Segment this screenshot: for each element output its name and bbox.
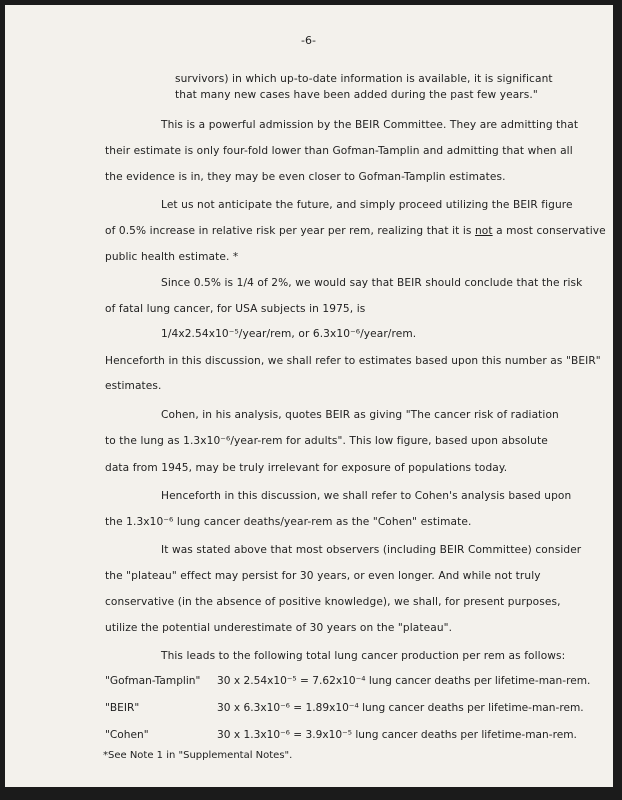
estimate-calc: 30 x 1.3x10⁻⁶ = 3.9x10⁻⁵ lung cancer deaths per lifetime-man-rem. <box>217 729 577 741</box>
estimate-label: "Gofman-Tamplin" <box>105 675 201 687</box>
paragraph-line: conservative (in the absence of positive knowledge), we shall, for present purposes, <box>105 596 561 608</box>
estimate-calc: 30 x 2.54x10⁻⁵ = 7.62x10⁻⁴ lung cancer deaths per lifetime-man-rem. <box>217 675 591 687</box>
paragraph-line: the 1.3x10⁻⁶ lung cancer deaths/year-rem as the "Cohen" estimate. <box>105 516 472 528</box>
footnote: *See Note 1 in "Supplemental Notes". <box>103 750 293 761</box>
paragraph-line: of fatal lung cancer, for USA subjects in 1975, is <box>105 303 366 315</box>
paragraph-line: Since 0.5% is 1/4 of 2%, we would say that BEIR should conclude that the risk <box>161 277 583 289</box>
paragraph-line: utilize the potential underestimate of 30 years on the "plateau". <box>105 622 453 634</box>
paragraph-line: This leads to the following total lung cancer production per rem as follows: <box>161 650 566 662</box>
quote-line: that many new cases have been added during the past few years." <box>175 89 538 101</box>
paragraph-line: to the lung as 1.3x10⁻⁶/year-rem for adults". This low figure, based upon absolute <box>105 435 548 447</box>
underlined-not: not <box>474 225 493 237</box>
paragraph-line: Henceforth in this discussion, we shall refer to Cohen's analysis based upon <box>161 490 572 502</box>
paragraph-line: Henceforth in this discussion, we shall refer to estimates based upon this number as "BEIR" <box>105 355 601 367</box>
estimate-label: "Cohen" <box>105 729 149 741</box>
quote-line: survivors) in which up-to-date information is available, it is significant <box>175 73 553 85</box>
paragraph-line: Let us not anticipate the future, and simply proceed utilizing the BEIR figure <box>161 199 573 211</box>
estimate-calc: 30 x 6.3x10⁻⁶ = 1.89x10⁻⁴ lung cancer deaths per lifetime-man-rem. <box>217 702 584 714</box>
paragraph-line: the evidence is in, they may be even closer to Gofman-Tamplin estimates. <box>105 171 506 183</box>
paragraph-line: the "plateau" effect may persist for 30 years, or even longer. And while not truly <box>105 570 541 582</box>
estimate-label: "BEIR" <box>105 702 140 714</box>
formula-line: 1/4x2.54x10⁻⁵/year/rem, or 6.3x10⁻⁶/year/rem. <box>161 328 417 340</box>
paragraph-line: estimates. <box>105 380 162 392</box>
document-page <box>5 5 613 787</box>
paragraph-line: It was stated above that most observers (including BEIR Committee) consider <box>161 544 582 556</box>
paragraph-line: This is a powerful admission by the BEIR Committee. They are admitting that <box>161 119 579 131</box>
paragraph-line: Cohen, in his analysis, quotes BEIR as giving "The cancer risk of radiation <box>161 409 559 421</box>
paragraph-line: their estimate is only four-fold lower than Gofman-Tamplin and admitting that when all <box>105 145 573 157</box>
paragraph-line: of 0.5% increase in relative risk per year per rem, realizing that it is not a most conservative <box>105 225 606 237</box>
paragraph-line: data from 1945, may be truly irrelevant for exposure of populations today. <box>105 462 508 474</box>
paragraph-line: public health estimate. * <box>105 251 239 263</box>
page-number: -6- <box>301 34 316 47</box>
